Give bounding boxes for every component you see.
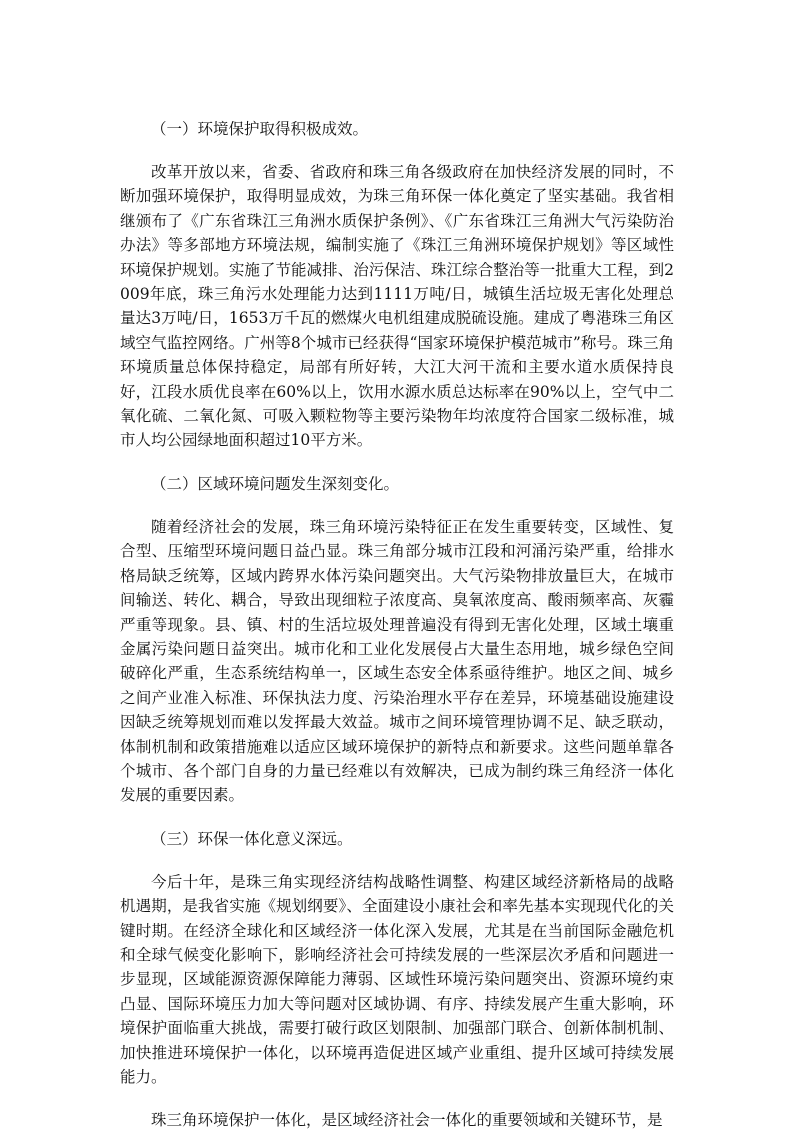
- section-1-paragraph-1: 改革开放以来，省委、省政府和珠三角各级政府在加快经济发展的同时，不断加强环境保护，取得明显成效，为珠三角环保一体化奠定了坚实基础。我省相继颁布了《广东省珠江三角洲水质保护条例》、《广东省珠江三角洲大气污染防治办法》等多部地方环境法规，编制实施了《珠江三角洲环境保护规划》等区域性环境保护规划。实施了节能减排、治污保洁、珠江综合整治等一批重大工程，到2009年底，珠三角污水处理能力达到1111万吨/日，城镇生活垃圾无害化处理总量达3万吨/日，1653万千瓦的燃煤火电机组建成脱硫设施。建成了粤港珠三角区域空气监控网络。广州等8个城市已经获得“国家环境保护模范城市”称号。珠三角环境质量总体保持稳定，局部有所好转，大江大河干流和主要水道水质保持良好，江段水质优良率在60%以上，饮用水源水质总达标率在90%以上，空气中二氧化硫、二氧化氮、可吸入颗粒物等主要污染物年均浓度符合国家二级标准，城市人均公园绿地面积超过10平方米。: [120, 163, 674, 450]
- document-page: [120, 117, 674, 1133]
- section-3-paragraph-1: 今后十年，是珠三角实现经济结构战略性调整、构建区域经济新格局的战略机遇期，是我省实施《规划纲要》、全面建设小康社会和率先基本实现现代化的关键时期。在经济全球化和区域经济一体化深入发展，尤其是在当前国际金融危机和全球气候变化影响下，影响经济社会可持续发展的一些深层次矛盾和问题进一步显现，区域能源资源保障能力薄弱、区域性环境污染问题突出、资源环境约束凸显、国际环境压力加大等问题对区域协调、有序、持续发展产生重大影响，环境保护面临重大挑战，需要打破行政区划限制、加强部门联合、创新体制机制、加快推进环境保护一体化，以环境再造促进区域产业重组、提升区域可持续发展能力。: [120, 872, 674, 1086]
- spacer: [120, 142, 674, 160]
- section-2-paragraph-1: 随着经济社会的发展，珠三角环境污染特征正在发生重要转变，区域性、复合型、压缩型环境问题日益凸显。珠三角部分城市江段和河涌污染严重，给排水格局缺乏统筹，区域内跨界水体污染问题突出。大气污染物排放量巨大，在城市间输送、转化、耦合，导致出现细粒子浓度高、臭氧浓度高、酸雨频率高、灰霾严重等现象。县、镇、村的生活垃圾处理普遍没有得到无害化处理，区域土壤重金属污染问题日益突出。城市化和工业化发展侵占大量生态用地，城乡绿色空间破碎化严重，生态系统结构单一，区域生态安全体系亟待维护。地区之间、城乡之间产业准入标准、环保执法力度、污染治理水平存在差异，环境基础设施建设因缺乏统筹规划而难以发挥最大效益。城市之间环境管理协调不足、缺乏联动，体制机制和政策措施难以适应区域环境保护的新特点和新要求。这些问题单靠各个城市、各个部门自身的力量已经难以有效解决，已成为制约珠三角经济一体化发展的重要因素。: [120, 517, 674, 805]
- section-heading-2: （二）区域环境问题发生深刻变化。: [151, 474, 400, 493]
- spacer: [120, 808, 674, 827]
- spacer: [120, 453, 674, 472]
- section-heading-3: （三）环保一体化意义深远。: [151, 829, 353, 848]
- section-heading-1: （一）环境保护取得积极成效。: [151, 120, 369, 138]
- spacer: [120, 852, 674, 870]
- spacer: [120, 1089, 674, 1108]
- spacer: [120, 497, 674, 515]
- section-3-paragraph-2: 珠三角环境保护一体化，是区域经济社会一体化的重要领域和关键环节，是: [151, 1111, 663, 1130]
